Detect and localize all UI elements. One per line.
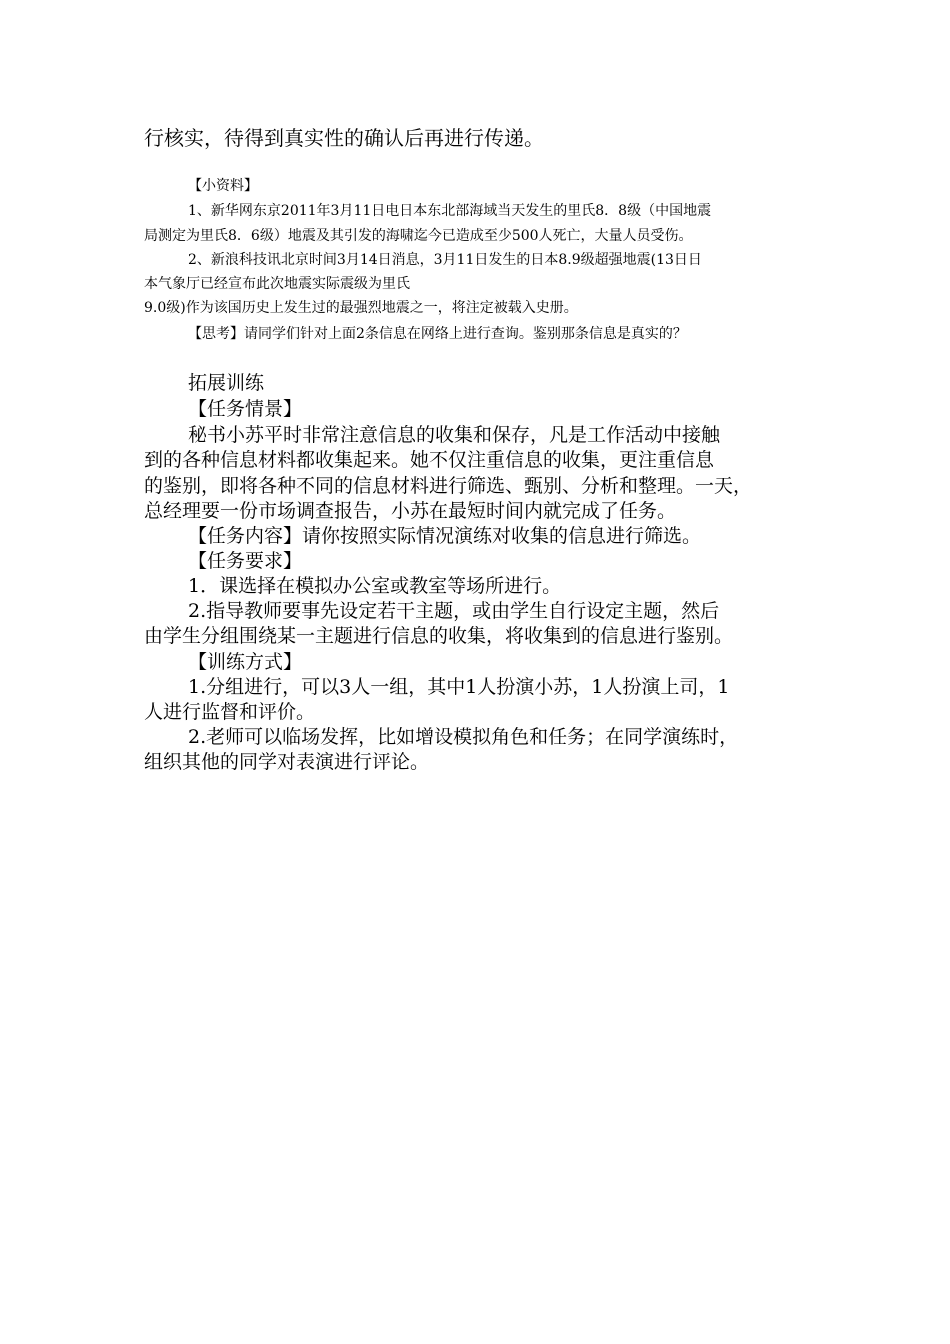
scenario-line: 的鉴别，即将各种不同的信息材料进行筛选、甄别、分析和整理。一天， [144, 475, 753, 497]
resource-line: 局测定为里氏8．6级）地震及其引发的海啸迄今已造成至少500人死亡，大量人员受伤。 [144, 228, 693, 244]
scenario-heading: 【任务情景】 [188, 398, 303, 420]
requirements-line: 由学生分组围绕某一主题进行信息的收集，将收集到的信息进行鉴别。 [144, 625, 734, 647]
method-heading: 【训练方式】 [188, 651, 303, 673]
content-line: 【任务内容】请你按照实际情况演练对收集的信息进行筛选。 [188, 525, 702, 547]
resource-line: 1、新华网东京2011年3月11日电日本东北部海域当天发生的里氏8．8级（中国地震 [188, 203, 712, 219]
method-line: 组织其他的同学对表演进行评论。 [144, 751, 430, 773]
scenario-line: 总经理要一份市场调查报告，小苏在最短时间内就完成了任务。 [144, 500, 677, 522]
think-line: 【思考】请同学们针对上面2条信息在网络上进行查询。鉴别那条信息是真实的？ [188, 326, 687, 342]
requirements-line: 2.指导教师要事先设定若干主题，或由学生自行设定主题，然后 [188, 600, 720, 622]
requirements-heading: 【任务要求】 [188, 550, 303, 572]
resource-line: 本气象厅已经宣布此次地震实际震级为里氏 [144, 276, 410, 292]
method-line: 人进行监督和评价。 [144, 701, 316, 723]
top-line: 行核实，待得到真实性的确认后再进行传递。 [144, 126, 544, 150]
requirements-line: 1．课选择在模拟办公室或教室等场所进行。 [188, 575, 562, 597]
section-title: 拓展训练 [188, 372, 265, 394]
resource-line: 2、新浪科技讯北京时间3月14日消息，3月11日发生的日本8.9级超强地震(13日日 [188, 252, 702, 268]
resource-line: 9.0级)作为该国历史上发生过的最强烈地震之一，将注定被载入史册。 [144, 300, 578, 316]
scenario-line: 秘书小苏平时非常注意信息的收集和保存，凡是工作活动中接触 [188, 424, 721, 446]
method-line: 2.老师可以临场发挥，比如增设模拟角色和任务；在同学演练时， [188, 726, 739, 748]
resource-heading: 【小资料】 [188, 178, 258, 194]
scenario-line: 到的各种信息材料都收集起来。她不仅注重信息的收集，更注重信息 [144, 449, 715, 471]
method-line: 1.分组进行，可以3人一组，其中1人扮演小苏，1人扮演上司，1 [188, 676, 730, 698]
